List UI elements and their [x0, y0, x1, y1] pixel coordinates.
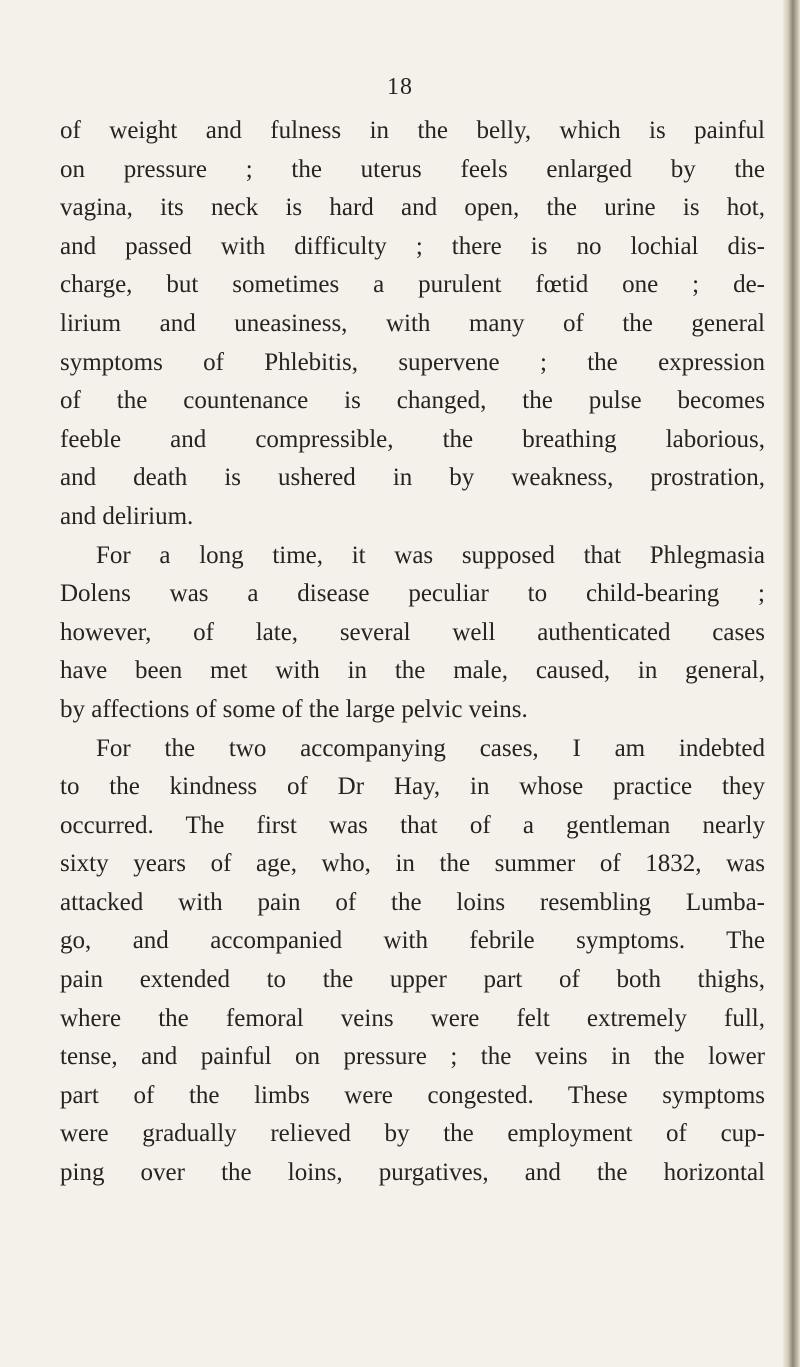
page-number: 18 [387, 74, 413, 100]
text-line: of weight and fulness in the belly, which is painful [60, 117, 765, 144]
text-line: sixty years of age, who, in the summer of 1832, was [60, 850, 765, 878]
text-line: on pressure ; the uterus feels enlarged by the [60, 155, 765, 183]
text-line: of the countenance is changed, the pulse becomes [60, 387, 765, 415]
text-line: have been met with in the male, caused, in general, [60, 657, 765, 685]
text-line: ping over the loins, purgatives, and the horizontal [60, 1159, 765, 1187]
text-line: to the kindness of Dr Hay, in whose practice they [60, 773, 765, 801]
text-line: occurred. The first was that of a gentleman nearly [60, 811, 765, 839]
text-line: symptoms of Phlebitis, supervene ; the expression [60, 348, 765, 376]
paragraph-start-line: For the two accompanying cases, I am indebted [96, 734, 765, 762]
paragraph-start-line: For a long time, it was supposed that Phlegmasia [96, 541, 765, 569]
text-line: however, of late, several well authenticated cases [60, 618, 765, 646]
text-line: charge, but sometimes a purulent fœtid one ; de- [60, 271, 765, 299]
text-line: were gradually relieved by the employment of cup- [60, 1120, 765, 1148]
text-line: attacked with pain of the loins resembling Lumba- [60, 888, 765, 916]
text-line: go, and accompanied with febrile symptoms. The [60, 927, 765, 955]
text-line: feeble and compressible, the breathing laborious, [60, 425, 765, 453]
text-line: and passed with difficulty ; there is no lochial dis- [60, 232, 765, 260]
page-edge-shadow [782, 0, 800, 1367]
text-line: pain extended to the upper part of both thighs, [60, 966, 765, 994]
paragraph-end-line: and delirium. [60, 502, 194, 530]
text-line: lirium and uneasiness, with many of the general [60, 309, 765, 337]
text-line: part of the limbs were congested. These symptoms [60, 1081, 765, 1109]
text-line: Dolens was a disease peculiar to child-bearing ; [60, 580, 765, 608]
body-text [60, 112, 765, 1193]
text-line: and death is ushered in by weakness, prostration, [60, 464, 765, 492]
text-line: tense, and painful on pressure ; the veins in the lower [60, 1043, 765, 1071]
paragraph-end-line: by affections of some of the large pelvic veins. [60, 695, 528, 723]
text-line: vagina, its neck is hard and open, the urine is hot, [60, 194, 765, 222]
text-line: where the femoral veins were felt extremely full, [60, 1004, 765, 1032]
